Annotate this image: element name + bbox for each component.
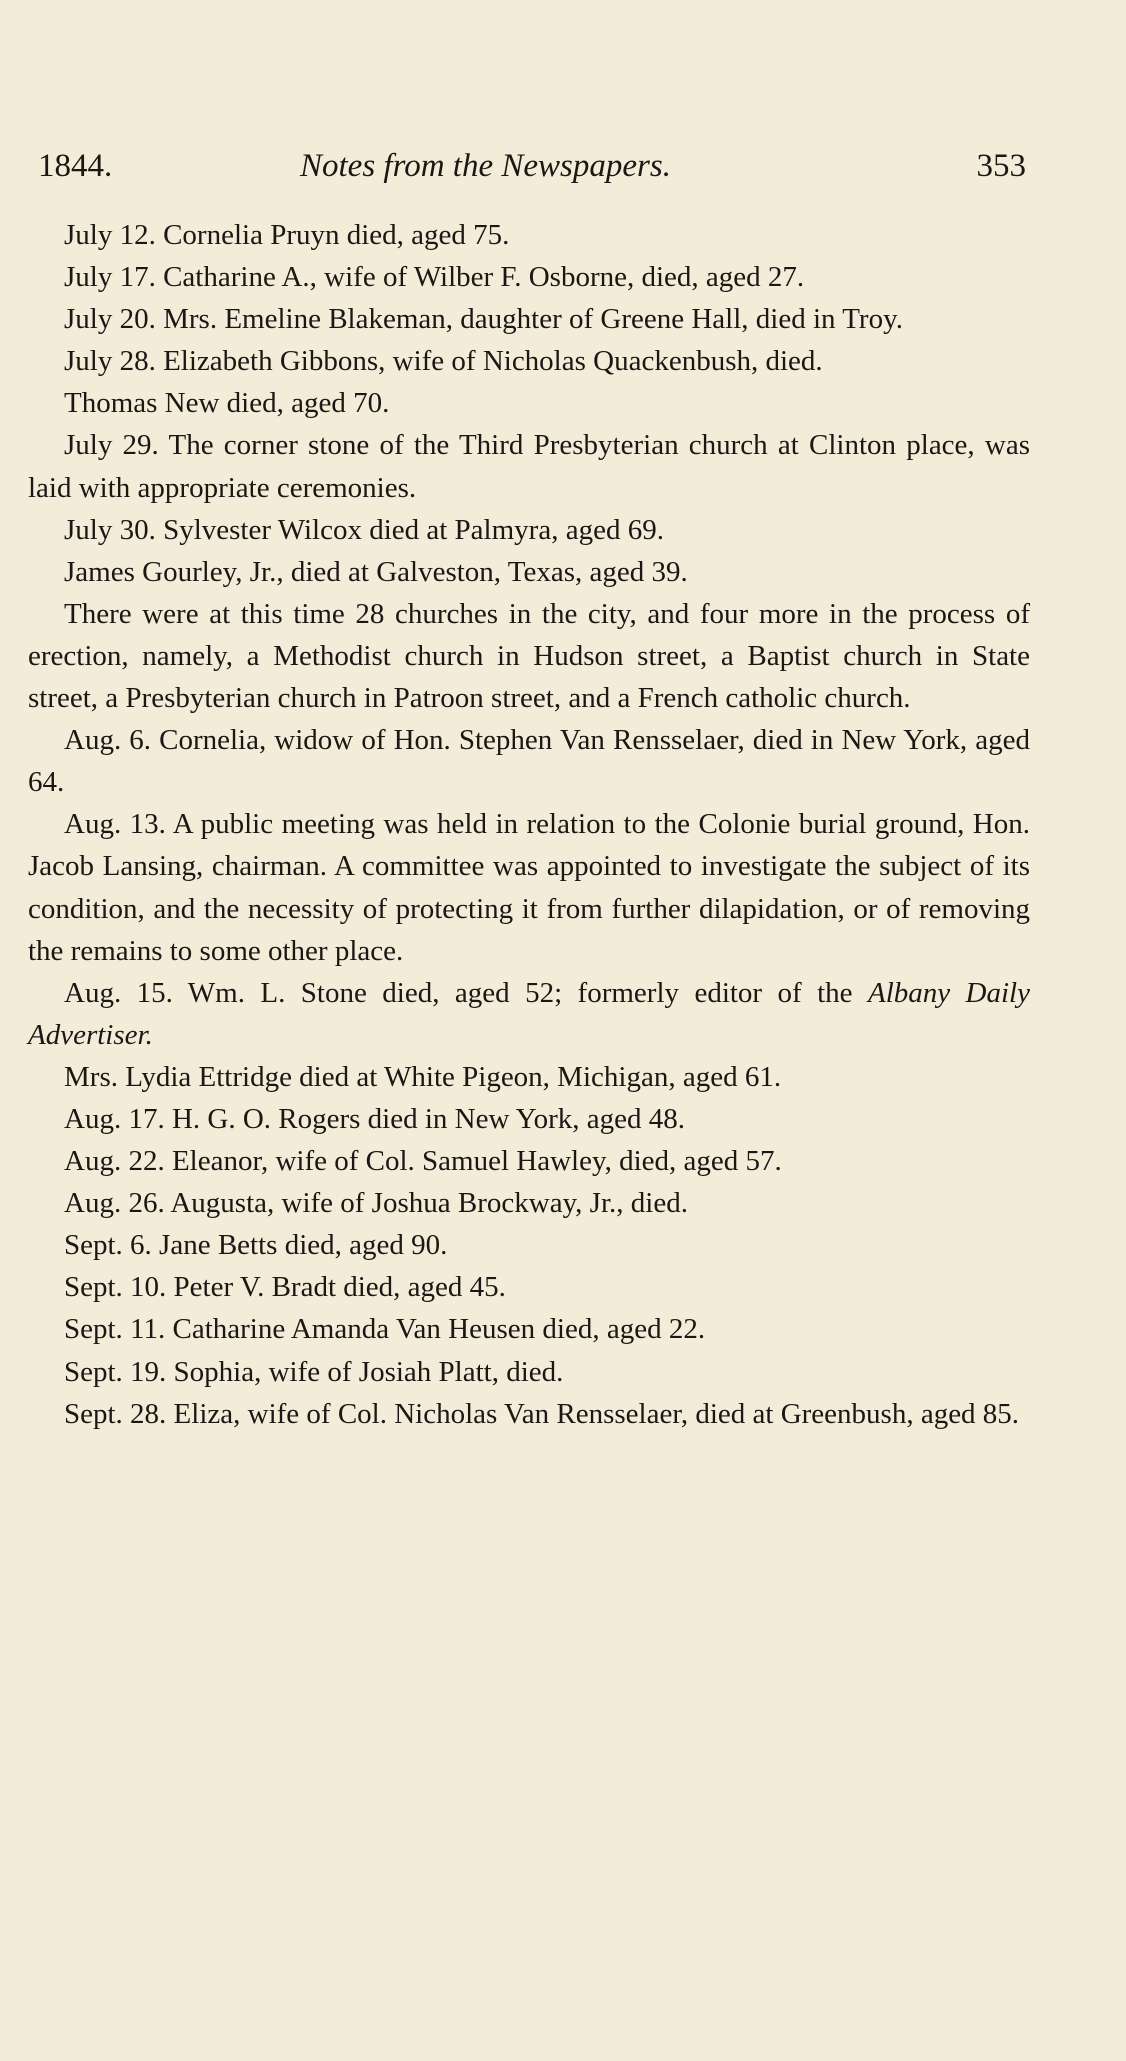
entry-aug-26: Aug. 26. Augusta, wife of Joshua Brockway, Jr., died.: [64, 1187, 688, 1220]
entry-sept-28: Sept. 28. Eliza, wife of Col. Nicholas Van Rensselaer, died at Greenbush, aged 85.: [64, 1397, 1020, 1430]
entry-sept-19: Sept. 19. Sophia, wife of Josiah Platt, died.: [64, 1355, 564, 1388]
entry-aug-15: [28, 972, 1030, 1056]
entry-churches: There were at this time 28 churches in the city, and four more in the process of erection, namely, a Methodist church in Hudson street, a Baptist church in State street, a Presbyterian church in Patroon street, and a French catholic church.: [28, 597, 1030, 715]
entry-july-12: July 12. Cornelia Pruyn died, aged 75.: [64, 219, 510, 251]
entry-aug-22: Aug. 22. Eleanor, wife of Col. Samuel Hawley, died, aged 57.: [64, 1145, 782, 1178]
header-year: 1844.: [38, 148, 113, 184]
entry-aug-17: Aug. 17. H. G. O. Rogers died in New York, aged 48.: [64, 1102, 686, 1135]
entry-james-gourley: James Gourley, Jr., died at Galveston, Texas, aged 39.: [64, 555, 688, 588]
newspaper-name: Albany Daily Advertiser.: [28, 976, 1030, 1051]
entry-july-29: July 29. The corner stone of the Third Presbyterian church at Clinton place, was laid with appropriate ceremonies.: [28, 429, 1030, 504]
entry-july-20: July 20. Mrs. Emeline Blakeman, daughter of Greene Hall, died in Troy.: [64, 303, 903, 336]
entry-sept-6: Sept. 6. Jane Betts died, aged 90.: [64, 1229, 448, 1262]
page-number: 353: [976, 148, 1026, 184]
running-header: [38, 148, 1026, 198]
entry-aug-6: Aug. 6. Cornelia, widow of Hon. Stephen Van Rensselaer, died in New York, aged 64.: [28, 724, 1030, 799]
header-title: Notes from the Newspapers.: [300, 148, 671, 184]
entry-july-17: July 17. Catharine A., wife of Wilber F. Osborne, died, aged 27.: [64, 261, 805, 294]
entry-aug-15-text: Aug. 15. Wm. L. Stone died, aged 52; formerly editor of the: [64, 976, 853, 1009]
entry-lydia-ettridge: Mrs. Lydia Ettridge died at White Pigeon, Michigan, aged 61.: [64, 1060, 782, 1093]
entry-sept-10: Sept. 10. Peter V. Bradt died, aged 45.: [64, 1271, 506, 1304]
entry-sept-11: Sept. 11. Catharine Amanda Van Heusen died, aged 22.: [64, 1313, 706, 1346]
entry-july-28: July 28. Elizabeth Gibbons, wife of Nicholas Quackenbush, died.: [64, 345, 823, 378]
entry-aug-13: Aug. 13. A public meeting was held in relation to the Colonie burial ground, Hon. Jacob Lansing, chairman. A committee was appointed to investigate the subject of its condition, and the necessity of protecting it from further dilapidation, or of removing the remains to some other place.: [28, 808, 1030, 967]
entry-thomas-new: Thomas New died, aged 70.: [64, 387, 390, 420]
entry-july-30: July 30. Sylvester Wilcox died at Palmyra, aged 69.: [64, 513, 664, 546]
page-body: [28, 214, 1030, 1435]
